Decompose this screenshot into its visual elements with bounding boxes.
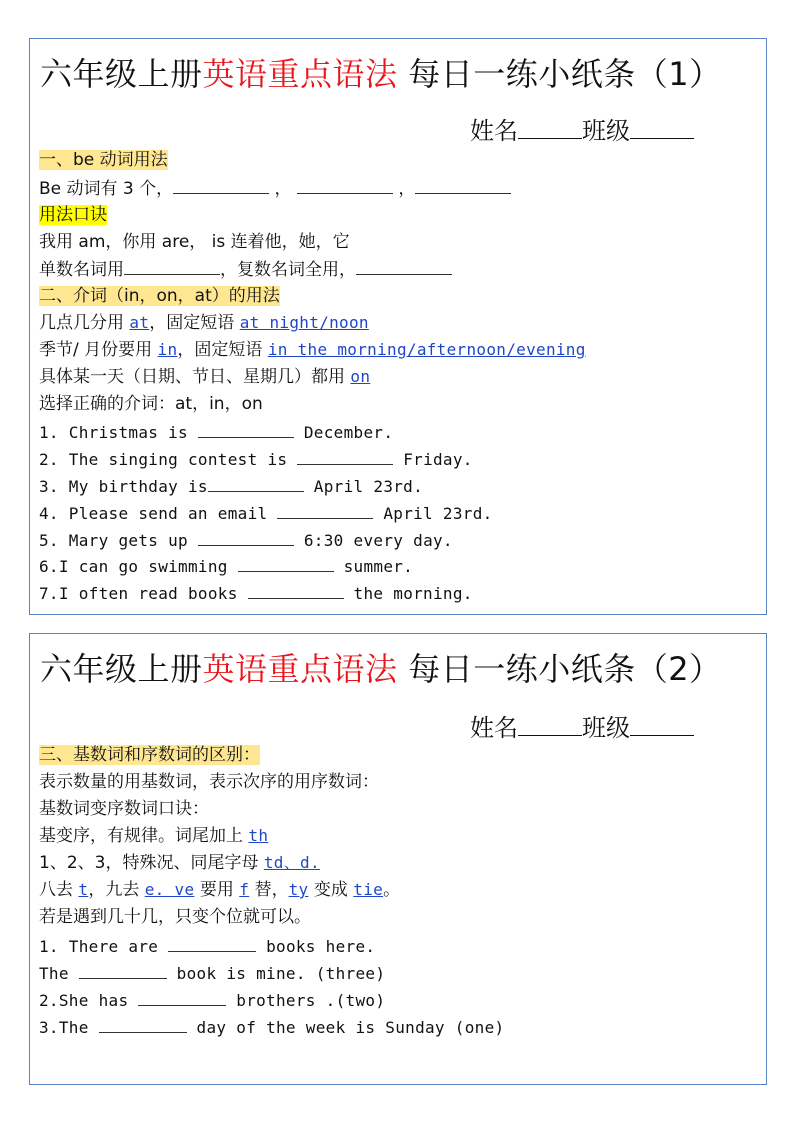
answer-e-ve: e. ve [144,880,195,899]
mnemonic-text: ，复数名词全用， [220,260,356,280]
rule-line-in [39,339,586,361]
answer-blank [198,529,294,546]
mnemonic-line-2 [39,258,452,281]
exercise-text: Friday. [393,450,473,469]
section-3-heading [39,744,260,766]
exercise-text: 3.The [39,1018,99,1037]
title-highlight: 英语重点语法 [202,650,398,688]
rule-text: 具体某一天（日期、节日、星期几）都用 [39,367,351,387]
section-heading-text: 三、基数词和序数词的区别： [39,745,260,765]
mnemonic-text: 单数名词用 [39,260,124,280]
exercise-item [39,448,473,471]
exercise-text: summer. [333,557,414,576]
title-part: 每日一练小纸条（2） [397,650,722,688]
mnemonic-text: 八去 [39,880,79,900]
mnemonic-text: ，九去 [88,880,145,900]
mnemonic-line: 若是遇到几十几，只变个位就可以。 [39,907,311,927]
exercise-item [39,1016,504,1039]
class-label: 班级 [582,117,630,145]
exercise-text: 4. Please send an email [39,504,278,523]
answer-blank [208,475,304,492]
class-label: 班级 [582,714,630,742]
answer-blank [248,582,344,599]
answer-on: on [350,367,371,386]
exercise-text: brothers .(two) [226,991,386,1010]
answer-blank [99,1016,187,1033]
mnemonic-text: 要用 [194,880,240,900]
answer-blank [415,177,511,194]
mnemonic-text: 。 [383,880,401,900]
answer-blank [356,258,452,275]
title-highlight: 英语重点语法 [202,55,398,93]
section-1-heading [39,149,168,171]
explanation-line: 表示数量的用基数词，表示次序的用序数词： [39,772,379,792]
mnemonic-line-1: 我用 am，你用 are， is 连着他，她，它 [39,232,350,252]
class-blank [630,120,694,139]
answer-ty: ty [288,880,309,899]
rule-text: 几点几分用 [39,313,130,333]
name-blank [518,120,582,139]
answer-t: t [78,880,89,899]
exercise-text: 3. My birthday is [39,477,208,496]
exercise-text: 2.She has [39,991,139,1010]
answer-blank [79,962,167,979]
be-verb-question: Be 动词有 3 个， ， ， [39,177,511,200]
answer-blank [173,177,269,194]
answer-td-d: td、d. [263,853,320,872]
mnemonic-heading-text: 用法口诀 [39,205,107,225]
mnemonic-title: 基数词变序数词口诀： [39,799,209,819]
section-heading-text: 二、介词（in，on，at）的用法 [39,286,280,306]
mnemonic-text: 基变序，有规律。词尾加上 [39,826,249,846]
exercise-text: 1. There are [39,937,169,956]
exercise-text: book is mine. (three) [166,964,386,983]
mnemonic-line [39,852,320,874]
exercise-text: 6:30 every day. [293,531,453,550]
exercise-text: 6.I can go swimming [39,557,238,576]
phrase-in: in the morning/afternoon/evening [267,340,586,359]
name-label: 姓名 [470,714,518,742]
name-blank [518,717,582,736]
rule-text: 季节/ 月份要用 [39,340,158,360]
exercise-item [39,989,385,1012]
mnemonic-text: 替， [249,880,289,900]
answer-blank [124,258,220,275]
exercise-item [39,962,385,985]
title-part: 每日一练小纸条（1） [397,55,722,93]
worksheet-card-1 [29,38,767,615]
section-heading-text: 一、be 动词用法 [39,150,168,170]
answer-blank [138,989,226,1006]
choose-instruction: 选择正确的介词：at，in，on [39,394,263,414]
mnemonic-line [39,825,268,847]
answer-tie: tie [353,880,384,899]
exercise-item [39,555,413,578]
name-class-row [470,111,694,146]
section-2-heading [39,285,280,307]
answer-blank [198,421,294,438]
card2-title [40,644,722,690]
exercise-text: books here. [256,937,376,956]
answer-in: in [157,340,178,359]
mnemonic-text: 变成 [308,880,354,900]
phrase-at: at night/noon [239,313,369,332]
exercise-item [39,421,393,444]
answer-f: f [239,880,250,899]
answer-blank [168,935,256,952]
answer-blank [297,448,393,465]
title-part: 六年级上册 [40,650,203,688]
exercise-text: April 23rd. [303,477,424,496]
mnemonic-heading [39,204,107,226]
exercise-text: 7.I often read books [39,584,248,603]
exercise-item [39,582,473,605]
exercise-text: April 23rd. [373,504,493,523]
rule-line-on [39,366,370,388]
rule-text: ，固定短语 [177,340,268,360]
class-blank [630,717,694,736]
exercise-item [39,935,375,958]
exercise-text: the morning. [343,584,473,603]
name-label: 姓名 [470,117,518,145]
answer-blank [297,177,393,194]
exercise-text: 5. Mary gets up [39,531,198,550]
mnemonic-text: 1、2、3，特殊况、同尾字母 [39,853,264,873]
answer-at: at [129,313,150,332]
exercise-item [39,475,423,498]
rule-line-at [39,312,369,334]
title-part: 六年级上册 [40,55,203,93]
exercise-item [39,502,493,525]
answer-th: th [248,826,269,845]
name-class-row [470,708,694,743]
rule-text: ，固定短语 [149,313,240,333]
worksheet-card-2 [29,633,767,1085]
exercise-item [39,529,453,552]
card1-title [40,49,722,95]
exercise-text: December. [293,423,394,442]
answer-blank [238,555,334,572]
question-text: Be 动词有 3 个， [39,179,174,199]
exercise-text: 2. The singing contest is [39,450,298,469]
answer-blank [277,502,373,519]
mnemonic-line [39,879,400,901]
exercise-text: The [39,964,79,983]
exercise-text: day of the week is Sunday (one) [186,1018,505,1037]
exercise-text: 1. Christmas is [39,423,198,442]
